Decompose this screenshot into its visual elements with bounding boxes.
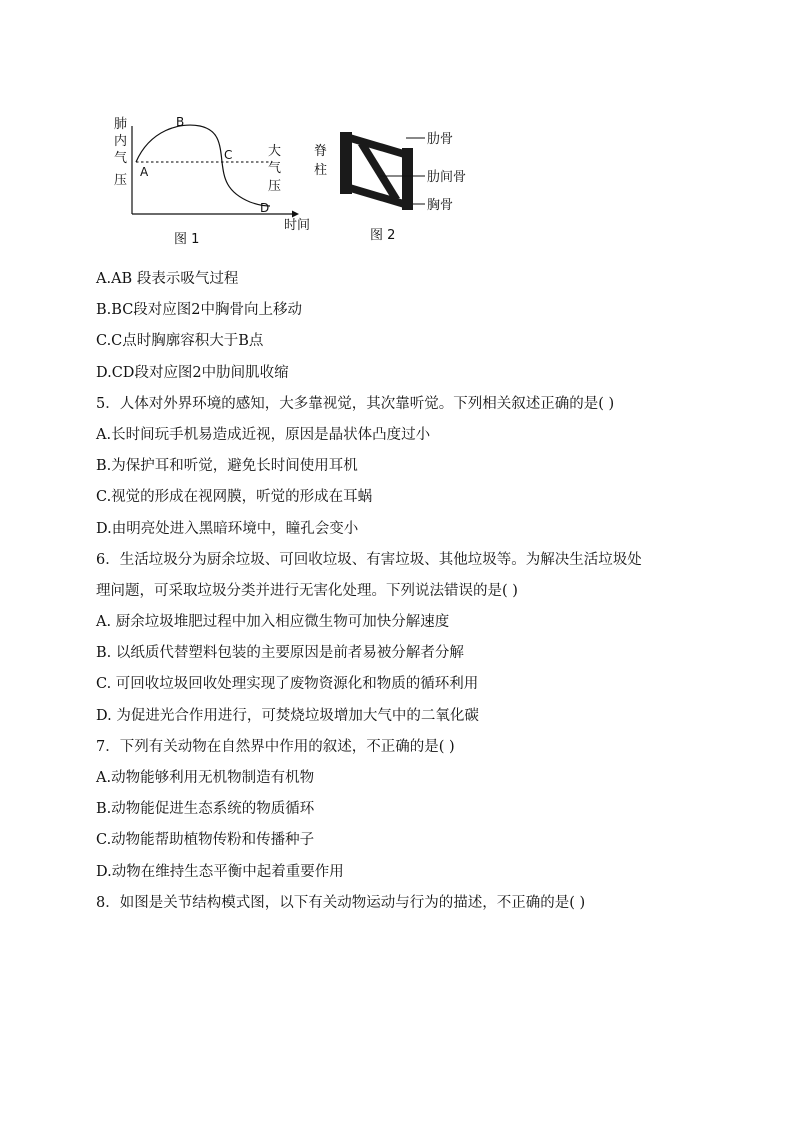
atmos-label-char: 大 (268, 144, 282, 159)
option-line: A.AB 段表示吸气过程 (96, 271, 239, 287)
rib-label: 肋骨 (427, 132, 454, 147)
y-label-char: 内 (114, 134, 128, 149)
intercostal-label: 肋间骨 (427, 170, 467, 185)
option-line: A.动物能够利用无机物制造有机物 (96, 770, 315, 786)
question-stem: 5．人体对外界环境的感知，大多靠视觉，其次靠听觉。下列相关叙述正确的是( ) (96, 395, 615, 412)
sternum-label: 胸骨 (427, 198, 454, 213)
option-line: A.长时间玩手机易造成近视，原因是晶状体凸度过小 (96, 426, 431, 443)
question-stem: 6．生活垃圾分为厨余垃圾、可回收垃圾、有害垃圾、其他垃圾等。为解决生活垃圾处 (96, 551, 642, 568)
option-line: B.BC段对应图2中胸骨向上移动 (96, 302, 303, 319)
figures-area (110, 112, 490, 252)
spine-label-char: 柱 (314, 163, 328, 178)
y-label-char: 肺 (114, 117, 128, 132)
option-line: D. 为促进光合作用进行，可焚烧垃圾增加大气中的二氧化碳 (96, 707, 479, 724)
figures-svg (110, 112, 490, 252)
question-stem-continued: 理问题，可采取垃圾分类并进行无害化处理。下列说法错误的是( ) (96, 582, 518, 599)
figure-1-caption: 图 1 (174, 232, 200, 247)
option-line: C. 可回收垃圾回收处理实现了废物资源化和物质的循环利用 (96, 676, 479, 693)
option-line: C.动物能帮助植物传粉和传播种子 (96, 832, 315, 849)
option-line: A. 厨余垃圾堆肥过程中加入相应微生物可加快分解速度 (96, 614, 450, 631)
option-line: C.C点时胸廓容积大于B点 (96, 333, 264, 350)
option-line: B.为保护耳和听觉，避免长时间使用耳机 (96, 458, 358, 475)
pressure-curve (136, 125, 270, 206)
option-line: B.动物能促进生态系统的物质循环 (96, 801, 315, 818)
question-text (96, 264, 736, 919)
option-line: C.视觉的形成在视网膜，听觉的形成在耳蜗 (96, 489, 373, 506)
upper-rib (350, 134, 404, 158)
y-label-char: 压 (114, 173, 128, 188)
point-c-label: C (224, 148, 233, 162)
atmos-label-char: 气 (268, 161, 282, 176)
question-stem: 7．下列有关动物在自然界中作用的叙述，不正确的是( ) (96, 738, 455, 755)
option-line: D.动物在维持生态平衡中起着重要作用 (96, 863, 344, 880)
point-a-label: A (140, 165, 149, 179)
option-line: B. 以纸质代替塑料包装的主要原因是前者易被分解者分解 (96, 645, 464, 662)
question-stem: 8．如图是关节结构模式图，以下有关动物运动与行为的描述，不正确的是( ) (96, 894, 586, 911)
y-label-char: 气 (114, 151, 128, 166)
figure-1 (114, 115, 310, 247)
point-b-label: B (176, 115, 185, 129)
figure-2-caption: 图 2 (370, 228, 396, 243)
atmos-label-char: 压 (268, 179, 282, 194)
figure-2 (314, 131, 466, 243)
option-line: D.CD段对应图2中肋间肌收缩 (96, 364, 289, 381)
x-axis-label: 时间 (284, 218, 311, 233)
option-line: D.由明亮处进入黑暗环境中，瞳孔会变小 (96, 520, 359, 537)
x-axis-arrow (292, 211, 299, 218)
spine-label-char: 脊 (314, 144, 328, 159)
point-d-label: D (260, 201, 270, 215)
